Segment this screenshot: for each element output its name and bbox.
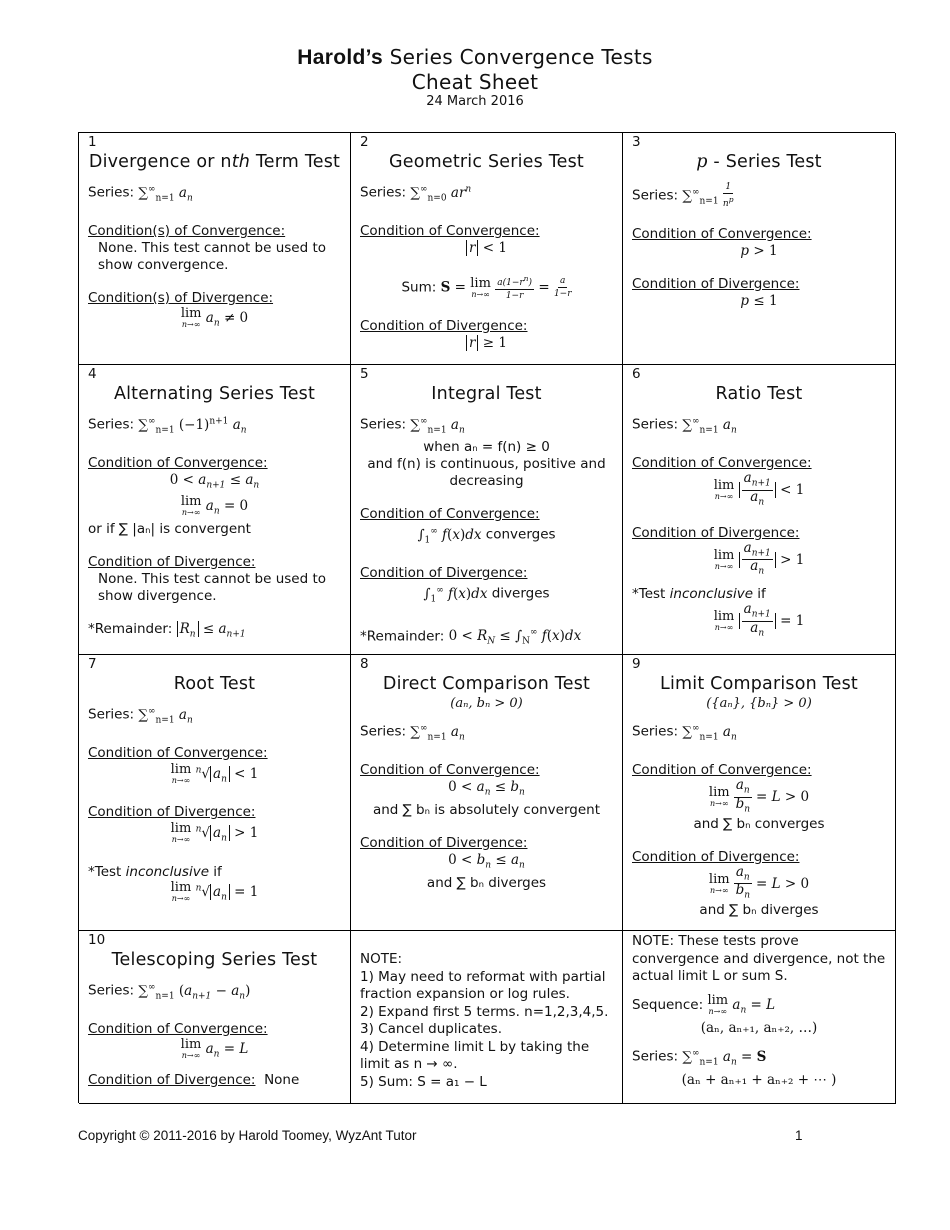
test-cell-3: 3 p - Series Test Series: $\sum^\infty_{n=1}$ $\frac{1}{n^p}$ Condition of Convergence: p > 1 Condition of Divergence: p ≤ 1	[623, 133, 896, 365]
cond-div-label: Condition of Divergence:	[360, 565, 528, 582]
test-title: Ratio Test	[715, 384, 803, 404]
series-line: Series: $\sum^\infty_{n=1}$ $a_n$	[632, 723, 737, 743]
copyright: Copyright © 2011-2016 by Harold Toomey, WyzAnt Tutor	[78, 1128, 417, 1143]
test-cell-6: 6 Ratio Test Series: $\sum^\infty_{n=1}$ $a_n$ Condition of Convergence: lim n→∞ $\frac{a_{n+1}}{a_n}$ < 1 Condition of Divergence: lim n→∞ $\frac{a_{n+1}}{a_n}$ > 1 *Test inconclusive if lim n→∞ $\frac{a_{n+1}}{a_n}$ = 1	[623, 365, 896, 655]
cond-div-label: Condition of Divergence:	[632, 276, 800, 293]
inconclusive-if: if	[753, 585, 766, 602]
test-title: Telescoping Series Test	[111, 950, 318, 970]
inconclusive-label: *Test	[632, 585, 670, 602]
title-part: Divergence or n	[88, 152, 232, 172]
test-condition: ({aₙ}, {bₙ} > 0)	[706, 696, 812, 711]
abs-conv-text: and ∑ bₙ is absolutely convergent	[372, 801, 601, 818]
test-number: 7	[88, 656, 97, 672]
test-title: Geometric Series Test	[389, 152, 584, 172]
inconclusive-word: inconclusive	[669, 585, 753, 602]
title-italic: p	[696, 152, 708, 172]
series-label: Series:	[632, 723, 679, 740]
series-line: Series: $\sum^\infty_{n=1}$ $(-1)^{n+1}$ $a_n$	[88, 416, 247, 436]
test-number: 8	[360, 656, 369, 672]
remainder-label: *Remainder:	[88, 620, 173, 637]
cond-div-label: Condition of Divergence:	[360, 318, 528, 335]
diverges-text: diverges	[491, 585, 550, 602]
series-line: Series: $\sum^\infty_{n=1}$ $a_n$	[360, 723, 465, 743]
cond-div-label: Condition of Divergence:	[632, 524, 800, 541]
series-line: Series: $\sum^\infty_{n=1}$ $a_n = S$	[632, 1048, 767, 1068]
remainder-line: *Remainder: $R_n \le a_{n+1}$	[88, 620, 246, 640]
series-line: Series: $\sum^\infty_{n=0}$ $ar^n$	[360, 184, 472, 204]
series-line: Series: $\sum^\infty_{n=1}$ $a_n$	[88, 706, 193, 726]
sum-line: Sum: S = lim n→∞ $\frac{a(1-r^n)}{1-r}$ = $\frac{a}{1-r}$	[401, 274, 572, 302]
cond-div-label: Condition of Divergence:	[88, 553, 256, 570]
inconclusive-word: inconclusive	[125, 863, 209, 880]
cond-div-line	[88, 1072, 341, 1089]
series-label: Series:	[88, 982, 135, 999]
series-label: Series:	[360, 416, 407, 433]
cond-div-label: Condition of Divergence:	[88, 804, 256, 821]
series-terms: (aₙ + aₙ₊₁ + aₙ₊₂ + ⋯ )	[681, 1071, 837, 1088]
inconclusive-label: *Test	[88, 863, 126, 880]
inconclusive-if: if	[209, 863, 222, 880]
sequence-line: Sequence: lim n→∞ $a_n = L$	[632, 992, 776, 1016]
diverges-text: and ∑ bₙ diverges	[699, 901, 819, 918]
continuity-text: and f(n) is continuous, positive and decreasing	[367, 456, 606, 490]
series-label: Series:	[632, 416, 679, 433]
note-step: 4) Determine limit L by taking the limit as n → ∞.	[360, 1038, 590, 1072]
cond-alt: or if ∑ |aₙ| is convergent	[88, 520, 251, 537]
series-label: Series:	[360, 723, 407, 740]
series-label: Series:	[360, 184, 407, 201]
inconclusive-line	[88, 864, 341, 881]
cond-conv-label: Condition of Convergence:	[360, 223, 540, 240]
author-name: Harold’s	[297, 46, 383, 69]
series-label: Series:	[632, 1048, 679, 1065]
test-cell-8: 8 Direct Comparison Test (aₙ, bₙ > 0) Series: $\sum^\infty_{n=1}$ $a_n$ Condition of Convergence: $0 < a_n \le b_n$ and ∑ bₙ is absolutely convergent Condition of Divergence: $0 < b_n \le a_n$ and ∑ bₙ diverges	[351, 655, 623, 931]
test-number: 4	[88, 366, 97, 382]
note2-cell	[623, 931, 896, 1104]
note-step: 3) Cancel duplicates.	[360, 1021, 502, 1037]
remainder-line: *Remainder: $0 < R_N \le \int_N^\infty$ f(x)dx	[360, 627, 582, 647]
note-step: 5) Sum: S = a₁ − L	[360, 1073, 487, 1090]
title-text: Series Convergence Tests	[389, 45, 653, 69]
test-condition: (aₙ, bₙ > 0)	[450, 696, 523, 711]
test-title	[88, 151, 341, 173]
series-line: Series: $\sum^\infty_{n=1}$ $a_n$	[88, 184, 193, 204]
page-date: 24 March 2016	[426, 94, 524, 109]
cond-div-label: Condition(s) of Divergence:	[88, 290, 274, 307]
test-number: 9	[632, 656, 641, 672]
inconclusive-line	[632, 586, 886, 603]
series-line: Series: $\sum^\infty_{n=1}$ $a_n$	[360, 416, 465, 436]
test-title	[632, 151, 886, 173]
test-number: 3	[632, 134, 641, 150]
cond-conv-label: Condition of Convergence:	[88, 745, 268, 762]
cond-conv-text: None. This test cannot be used to show convergence.	[98, 240, 327, 274]
cond-conv-label: Condition(s) of Convergence:	[88, 223, 286, 240]
test-title: Limit Comparison Test	[660, 674, 858, 694]
cond-div-none: None	[264, 1071, 300, 1088]
series-label: Series:	[88, 416, 135, 433]
cond-conv-label: Condition of Convergence:	[632, 762, 812, 779]
cond-div-label: Condition of Divergence:	[360, 834, 528, 851]
title-part: Term Test	[250, 152, 341, 172]
test-title: Root Test	[173, 674, 256, 694]
cond-conv-label: Condition of Convergence:	[88, 1021, 268, 1038]
sequence-label: Sequence:	[632, 996, 704, 1013]
note-step: 1) May need to reformat with partial fraction expansion or log rules.	[360, 968, 606, 1002]
test-cell-7: 7 Root Test Series: $\sum^\infty_{n=1}$ $a_n$ Condition of Convergence: lim n→∞ $^n$√ $a_n < 1$ Condition of Divergence: lim n→∞ $^n$√ $a_n > 1$ *Test inconclusive if lim n→∞ $^n$√ $a_n = 1$	[79, 655, 351, 931]
cond-div-label: Condition of Divergence:	[632, 848, 800, 865]
series-line: Series: $\sum^\infty_{n=1}$ $\frac{1}{n^p}$	[632, 182, 734, 209]
test-number: 6	[632, 366, 641, 382]
test-title: Direct Comparison Test	[382, 674, 591, 694]
test-number: 10	[88, 932, 106, 948]
test-number: 1	[88, 134, 97, 150]
note-step: 2) Expand first 5 terms. n=1,2,3,4,5.	[360, 1003, 609, 1020]
test-cell-1: 1 Divergence or nth Term Test Series: $\sum^\infty_{n=1}$ $a_n$ Condition(s) of Convergence: None. This test cannot be used to show convergence. Condition(s) of Divergence: lim n→∞ $a_n \ne 0$	[79, 133, 351, 365]
series-label: Series:	[88, 706, 135, 723]
converges-text: converges	[485, 526, 556, 543]
cond-div-text: None. This test cannot be used to show divergence.	[98, 570, 327, 604]
series-label: Series:	[632, 187, 679, 204]
sequence-terms: (aₙ, aₙ₊₁, aₙ₊₂, …)	[700, 1019, 818, 1036]
cond-conv-label: Condition of Convergence:	[88, 455, 268, 472]
title-part: - Series Test	[707, 152, 822, 172]
page-subtitle: Cheat Sheet	[411, 70, 539, 94]
test-number: 5	[360, 366, 369, 382]
test-cell-4: 4 Alternating Series Test Series: $\sum^\infty_{n=1}$ $(-1)^{n+1}$ $a_n$ Condition of Convergence: $0 < a_{n+1} \le a_n$ lim n→∞ $a_n = 0$ or if ∑ |aₙ| is convergent Condition of Divergence: None. This test cannot be used to show divergence. *Remainder: $R_n \le a_{n+1}$	[79, 365, 351, 655]
test-title: Integral Test	[431, 384, 542, 404]
test-cell-2: 2 Geometric Series Test Series: $\sum^\infty_{n=0}$ $ar^n$ Condition of Convergence: r < 1 Sum: S = lim n→∞ $\frac{a(1-r^n)}{1-r}$ = $\frac{a}{1-r}$ Condition of Divergence: r ≥ 1	[351, 133, 623, 365]
title-italic: th	[231, 152, 251, 172]
series-label: Series:	[88, 184, 135, 201]
cond-conv-label: Condition of Convergence:	[632, 226, 812, 243]
tests-table	[78, 132, 895, 1103]
test-cell-9: 9 Limit Comparison Test ({aₙ}, {bₙ} > 0) Series: $\sum^\infty_{n=1}$ $a_n$ Condition of Convergence: lim n→∞ $\frac{a_n}{b_n}$ = L > 0 and ∑ bₙ converges Condition of Divergence: lim n→∞ $\frac{a_n}{b_n}$ = L > 0 and ∑ bₙ diverges	[623, 655, 896, 931]
test-title: Alternating Series Test	[113, 384, 316, 404]
cond-div-label: Condition of Divergence:	[88, 1071, 256, 1088]
test-number: 2	[360, 134, 369, 150]
cond-conv-label: Condition of Convergence:	[360, 762, 540, 779]
sum-label: Sum:	[401, 279, 437, 296]
series-line: Series: $\sum^\infty_{n=1}$ $(a_{n+1} - a_n)$	[88, 982, 251, 1002]
series-line: Series: $\sum^\infty_{n=1}$ $a_n$	[632, 416, 737, 436]
converges-text: and ∑ bₙ converges	[693, 815, 825, 832]
test-cell-5: 5 Integral Test Series: $\sum^\infty_{n=1}$ $a_n$ when aₙ = f(n) ≥ 0 and f(n) is continuous, positive and decreasing Condition of Convergence: $\int_1^\infty$ f(x)dx converges Condition of Divergence: $\int_1^\infty$ f(x)dx diverges *Remainder: $0 < R_N \le \int_N^\infty$ f(x)dx	[351, 365, 623, 655]
cond-conv-label: Condition of Convergence:	[360, 506, 540, 523]
cond-conv-label: Condition of Convergence:	[632, 455, 812, 472]
when-text: when aₙ = f(n) ≥ 0	[423, 439, 550, 456]
page-title	[0, 45, 950, 70]
remainder-label: *Remainder:	[360, 628, 445, 645]
note2-text: NOTE: These tests prove convergence and divergence, not the actual limit L or sum S.	[632, 933, 886, 984]
notes-title: NOTE:	[360, 951, 403, 967]
diverges-text: and ∑ bₙ diverges	[426, 874, 547, 891]
test-cell-10: 10 Telescoping Series Test Series: $\sum^\infty_{n=1}$ $(a_{n+1} - a_n)$ Condition of Convergence: lim n→∞ $a_n = L$ Condition of Divergence: None	[79, 931, 351, 1104]
notes-cell	[351, 931, 623, 1104]
page-number: 1	[795, 1128, 803, 1143]
